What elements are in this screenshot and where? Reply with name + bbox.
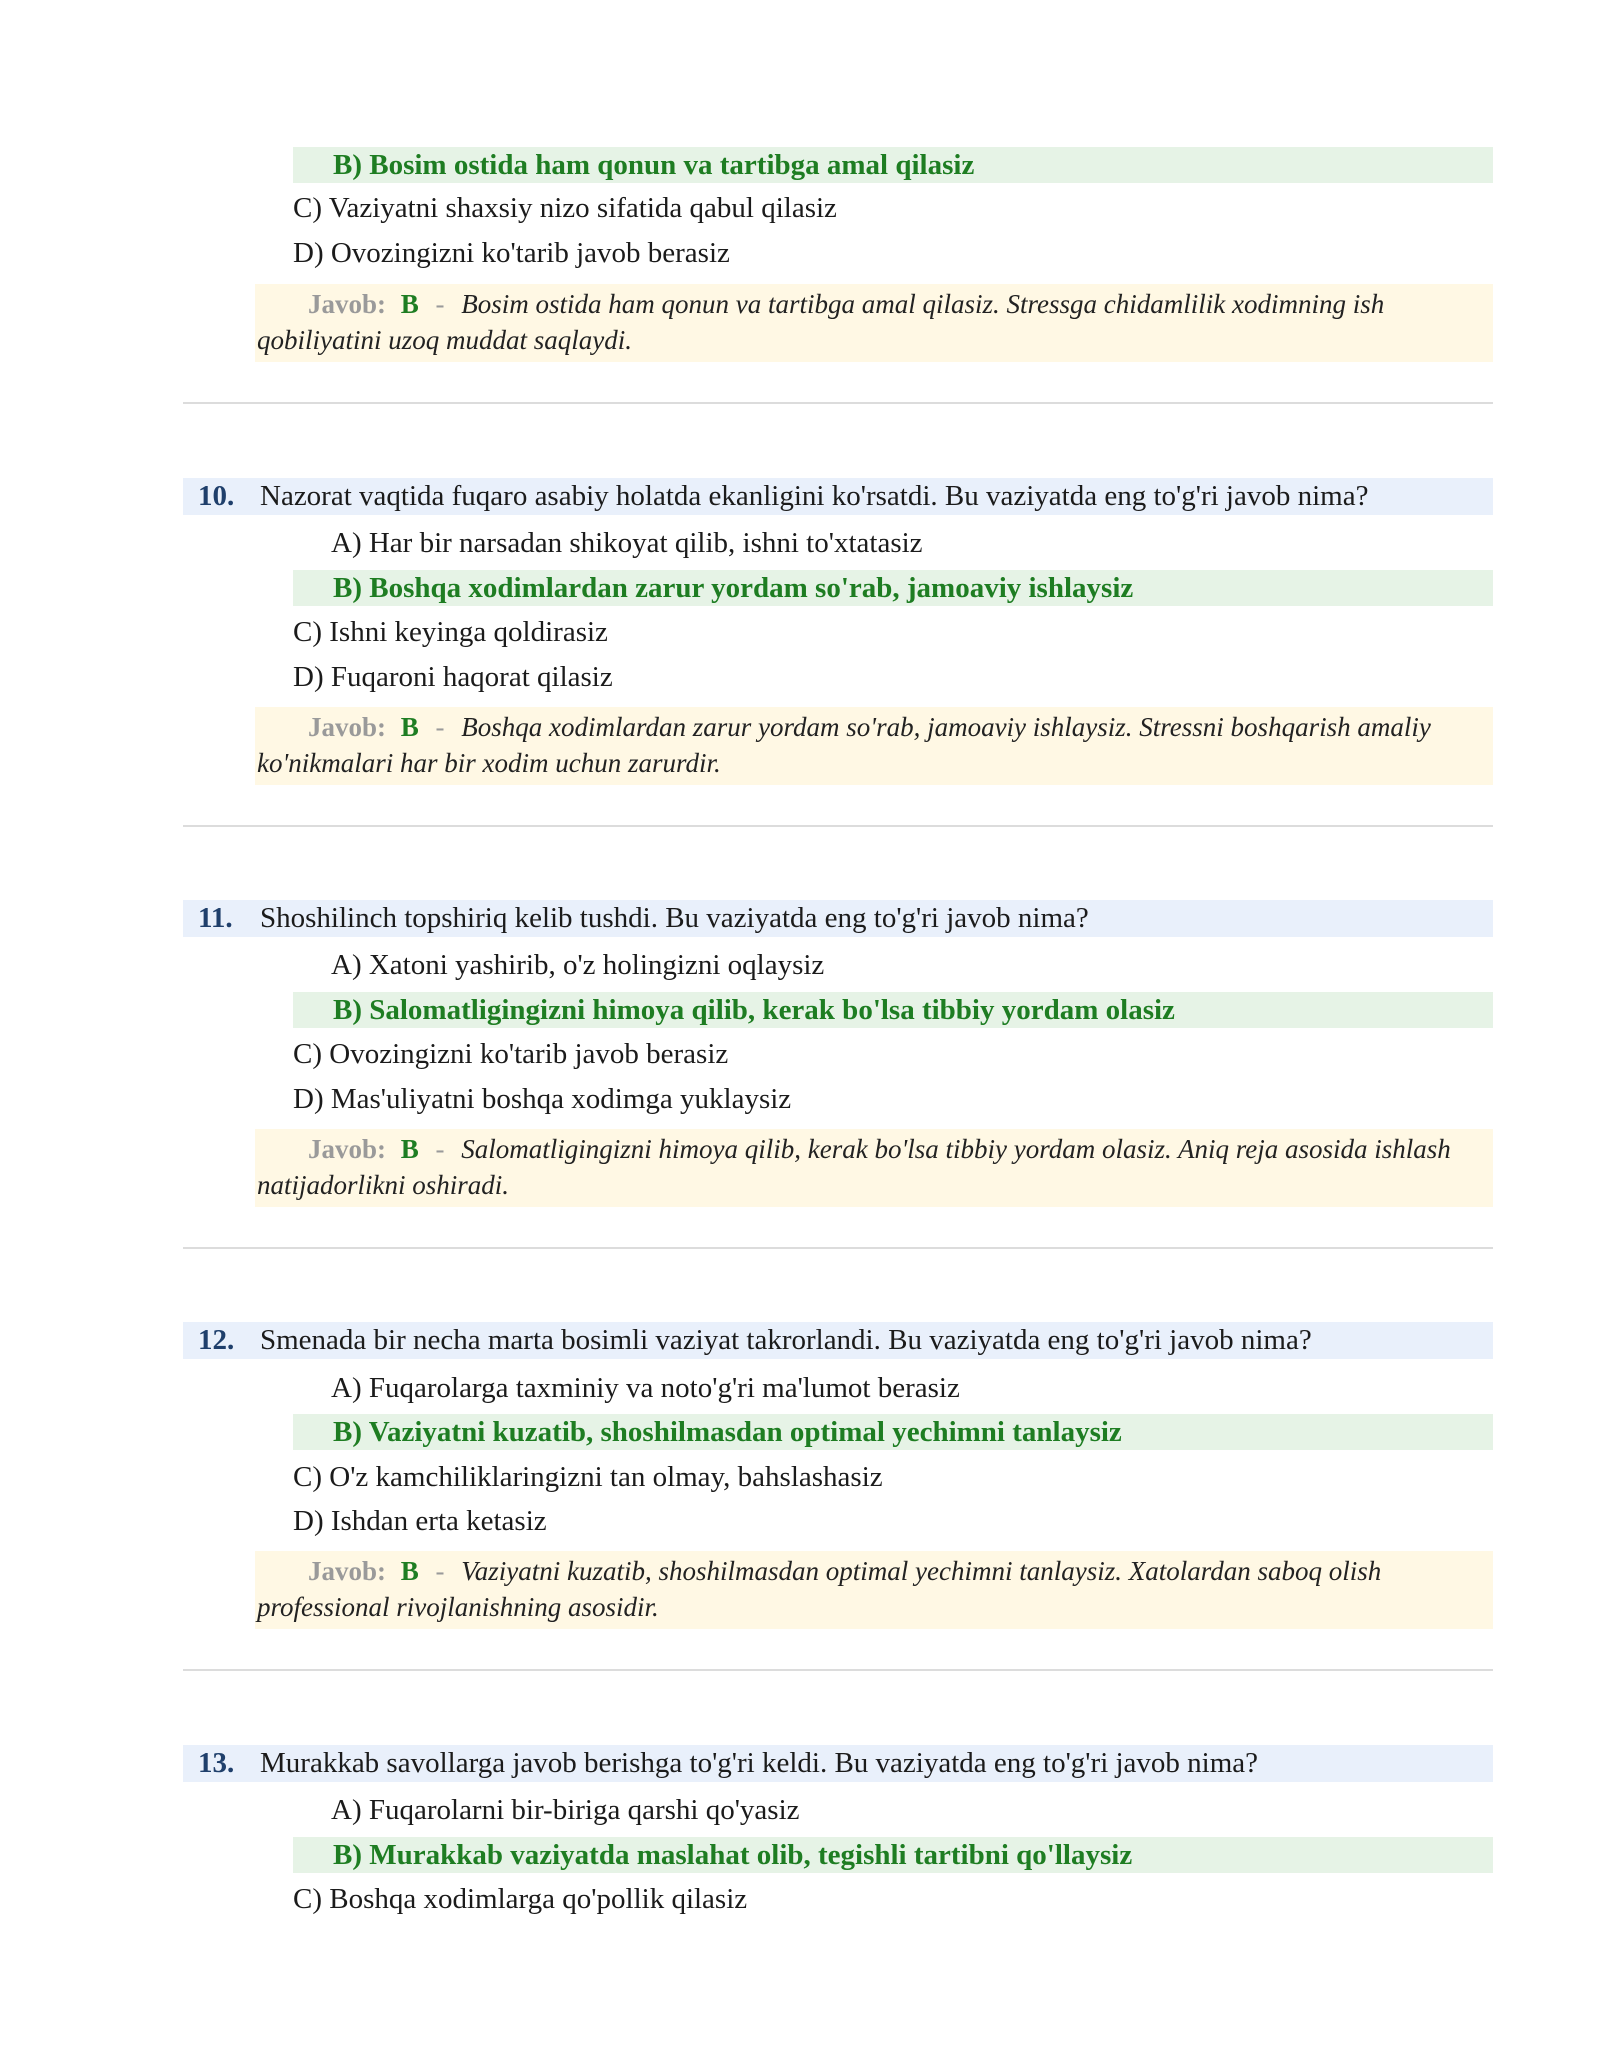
answer-key: B [400,289,419,319]
answer-label: Javob: [308,289,387,319]
answer-dash: - [435,289,445,319]
question-number: 10. [198,480,235,512]
option-c[interactable]: C) Vaziyatni shaxsiy nizo sifatida qabul qilasiz [293,192,837,224]
option-a[interactable]: A) Fuqarolarga taxminiy va noto'g'ri ma'lumot berasiz [331,1372,960,1404]
answer-dash: - [435,712,445,742]
option-d[interactable]: D) Fuqaroni haqorat qilasiz [293,661,613,693]
answer-key: B [400,712,419,742]
question-text: Nazorat vaqtida fuqaro asabiy holatda ekanligini ko'rsatdi. Bu vaziyatda eng to'g'ri javob nima? [260,480,1369,512]
question-text: Smenada bir necha marta bosimli vaziyat takrorlandi. Bu vaziyatda eng to'g'ri javob nima? [260,1324,1312,1356]
divider [183,1669,1493,1671]
option-c[interactable]: C) O'z kamchiliklaringizni tan olmay, bahslashasiz [293,1461,883,1493]
answer-explanation: Salomatligingizni himoya qilib, kerak bo'lsa tibbiy yordam olasiz. Aniq reja asosida ishlash natijadorlikni oshiradi. [257,1134,1451,1200]
question-text: Murakkab savollarga javob berishga to'g'ri keldi. Bu vaziyatda eng to'g'ri javob nima? [260,1747,1259,1779]
answer-dash: - [435,1556,445,1586]
answer-label: Javob: [308,1134,387,1164]
answer-explanation: Vaziyatni kuzatib, shoshilmasdan optimal yechimni tanlaysiz. Xatolardan saboq olish professional rivojlanishning asosidir. [257,1556,1382,1622]
answer-label: Javob: [308,1556,387,1586]
answer-key: B [400,1134,419,1164]
divider [183,402,1493,404]
question-row [183,900,1493,937]
answer-explanation: Boshqa xodimlardan zarur yordam so'rab, jamoaviy ishlaysiz. Stressni boshqarish amaliy ko'nikmalari har bir xodim uchun zarurdir. [257,712,1431,778]
answer-box [255,1129,1493,1207]
question-number: 11. [198,902,233,934]
option-b-correct[interactable]: B) Bosim ostida ham qonun va tartibga amal qilasiz [293,147,1493,183]
option-a[interactable]: A) Xatoni yashirib, o'z holingizni oqlaysiz [331,949,825,981]
question-row [183,1322,1493,1359]
option-a[interactable]: A) Har bir narsadan shikoyat qilib, ishni to'xtatasiz [331,527,923,559]
answer-box [255,284,1493,362]
divider [183,1247,1493,1249]
option-d[interactable]: D) Ishdan erta ketasiz [293,1505,547,1537]
answer-dash: - [435,1134,445,1164]
question-text: Shoshilinch topshiriq kelib tushdi. Bu vaziyatda eng to'g'ri javob nima? [260,902,1089,934]
answer-key: B [400,1556,419,1586]
option-b-correct[interactable]: B) Murakkab vaziyatda maslahat olib, tegishli tartibni qo'llaysiz [293,1837,1493,1873]
option-a[interactable]: A) Fuqarolarni bir-biriga qarshi qo'yasiz [331,1794,800,1826]
option-b-correct[interactable]: B) Boshqa xodimlardan zarur yordam so'rab, jamoaviy ishlaysiz [293,570,1493,606]
option-c[interactable]: C) Boshqa xodimlarga qo'pollik qilasiz [293,1883,748,1915]
option-d[interactable]: D) Mas'uliyatni boshqa xodimga yuklaysiz [293,1083,792,1115]
answer-explanation: Bosim ostida ham qonun va tartibga amal qilasiz. Stressga chidamlilik xodimning ish qobiliyatini uzoq muddat saqlaydi. [257,289,1385,355]
divider [183,825,1493,827]
option-c[interactable]: C) Ishni keyinga qoldirasiz [293,616,608,648]
option-b-correct[interactable]: B) Vaziyatni kuzatib, shoshilmasdan optimal yechimni tanlaysiz [293,1414,1493,1450]
option-c[interactable]: C) Ovozingizni ko'tarib javob berasiz [293,1038,729,1070]
question-number: 12. [198,1324,235,1356]
answer-label: Javob: [308,712,387,742]
answer-box [255,1551,1493,1629]
question-row [183,1745,1493,1782]
question-number: 13. [198,1747,235,1779]
option-d[interactable]: D) Ovozingizni ko'tarib javob berasiz [293,237,730,269]
question-row [183,478,1493,515]
option-b-correct[interactable]: B) Salomatligingizni himoya qilib, kerak bo'lsa tibbiy yordam olasiz [293,992,1493,1028]
answer-box [255,707,1493,785]
